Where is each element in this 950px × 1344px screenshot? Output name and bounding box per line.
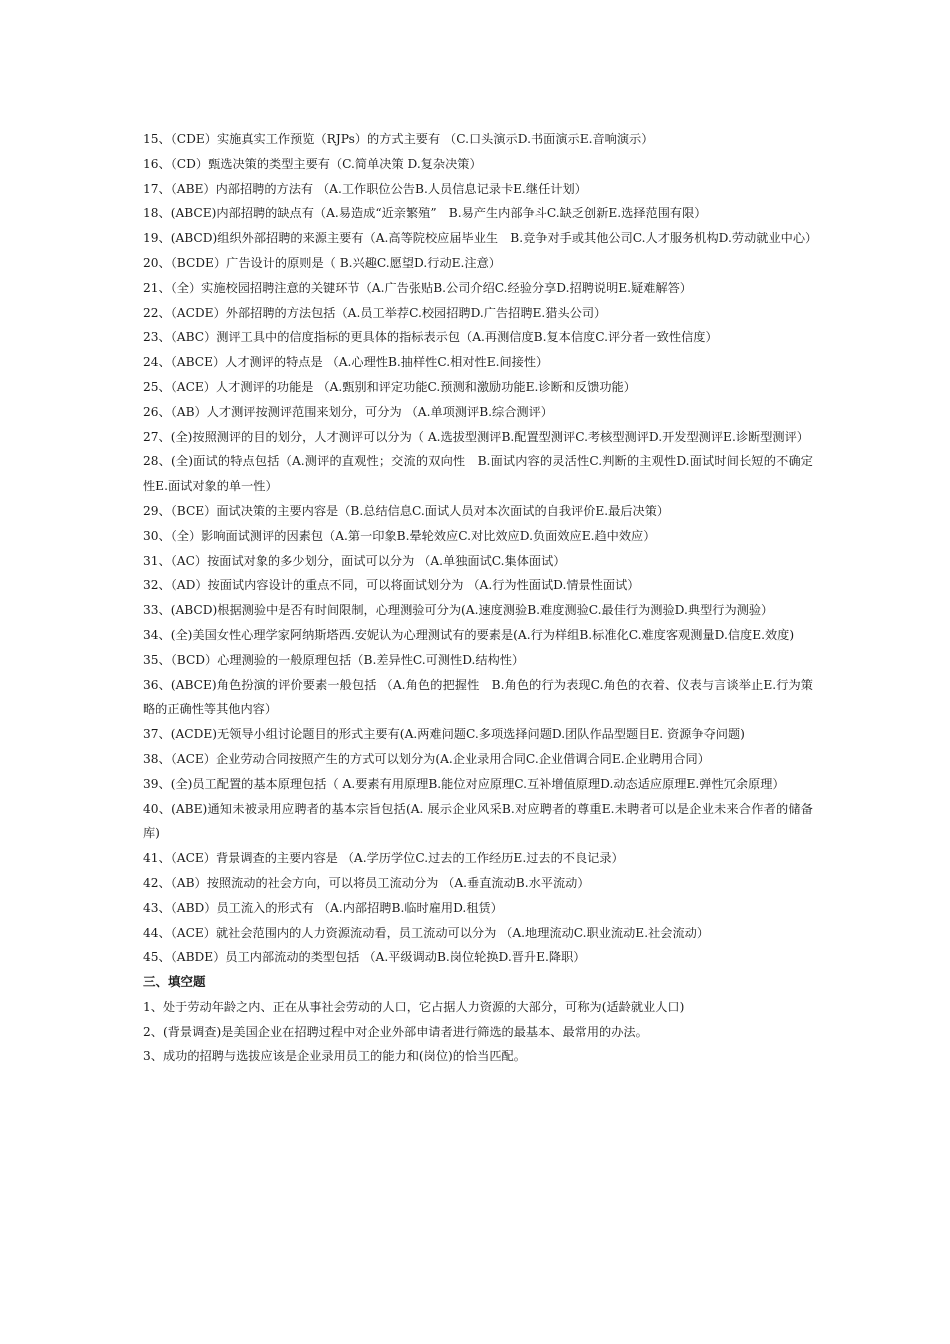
question-19: 19、(ABCD)组织外部招聘的来源主要有（A.高等院校应届毕业生 B.竞争对手或其他公司C.人才服务机构D.劳动就业中心） [143,231,818,246]
question-23: 23、（ABC）测评工具中的信度指标的更具体的指标表示包（A.再测信度B.复本信度C.评分者一致性信度） [143,330,718,345]
section-heading-fill-blank: 三、填空题 [143,974,206,990]
question-35: 35、（BCD）心理测验的一般原理包括（B.差异性C.可测性D.结构性） [143,652,525,667]
question-40: 40、(ABE)通知未被录用应聘者的基本宗旨包括(A. 展示企业风采B.对应聘者的尊重E.未聘者可以是企业未来合作者的储备库) [143,801,813,841]
question-39: 39、(全)员工配置的基本原理包括（ A.要素有用原理B.能位对应原理C.互补增值原理D.动态适应原理E.弹性冗余原理） [143,776,785,791]
question-29: 29、（BCE）面试决策的主要内容是（B.总结信息C.面试人员对本次面试的自我评价E.最后决策） [143,503,670,518]
question-25: 25、（ACE）人才测评的功能是 （A.甄别和评定功能C.预测和激励功能E.诊断和反馈功能） [143,379,636,394]
question-16: 16、（CD）甄选决策的类型主要有（C.简单决策 D.复杂决策） [143,156,482,171]
question-26: 26、（AB）人才测评按测评范围来划分，可分为 （A.单项测评B.综合测评） [143,404,553,419]
question-18: 18、(ABCE)内部招聘的缺点有（A.易造成“近亲繁殖” B.易产生内部争斗C.缺乏创新E.选择范围有限） [143,206,707,221]
fill-blank-3: 3、成功的招聘与选拔应该是企业录用员工的能力和(岗位)的恰当匹配。 [143,1049,526,1064]
question-41: 41、（ACE）背景调查的主要内容是 （A.学历学位C.过去的工作经历E.过去的不良记录） [143,851,624,866]
question-32: 32、（AD）按面试内容设计的重点不同，可以将面试划分为 （A.行为性面试D.情景性面试） [143,578,640,593]
question-37: 37、(ACDE)无领导小组讨论题目的形式主要有(A.两难问题C.多项选择问题D.团队作品型题目E. 资源争夺问题) [143,727,745,742]
question-31: 31、（AC）按面试对象的多少划分，面试可以分为 （A.单独面试C.集体面试） [143,553,566,568]
question-27: 27、(全)按照测评的目的划分，人才测评可以分为（ A.选拔型测评B.配置型测评C.考核型测评D.开发型测评E.诊断型测评） [143,429,809,444]
question-38: 38、（ACE）企业劳动合同按照产生的方式可以划分为(A.企业录用合同C.企业借调合同E.企业聘用合同） [143,751,710,766]
question-21: 21、（全）实施校园招聘注意的关键环节（A.广告张贴B.公司介绍C.经验分享D.招聘说明E.疑难解答） [143,280,692,295]
question-20: 20、（BCDE）广告设计的原则是（ B.兴趣C.愿望D.行动E.注意） [143,255,501,270]
document-page [143,127,818,1069]
question-17: 17、（ABE）内部招聘的方法有 （A.工作职位公告B.人员信息记录卡E.继任计划） [143,181,587,196]
question-24: 24、（ABCE）人才测评的特点是 （A.心理性B.抽样性C.相对性E.间接性） [143,355,549,370]
question-22: 22、（ACDE）外部招聘的方法包括（A.员工举荐C.校园招聘D.广告招聘E.猎头公司） [143,305,607,320]
question-34: 34、(全)美国女性心理学家阿纳斯塔西.安妮认为心理测试有的要素是(A.行为样组B.标准化C.难度客观测量D.信度E.效度) [143,627,795,642]
question-43: 43、（ABD）员工流入的形式有 （A.内部招聘B.临时雇用D.租赁） [143,900,503,915]
question-42: 42、（AB）按照流动的社会方向，可以将员工流动分为 （A.垂直流动B.水平流动） [143,875,590,890]
question-44: 44、（ACE）就社会范围内的人力资源流动看，员工流动可以分为 （A.地理流动C.职业流动E.社会流动） [143,925,710,940]
question-30: 30、（全）影响面试测评的因素包（A.第一印象B.晕轮效应C.对比效应D.负面效应E.趋中效应） [143,528,656,543]
fill-blank-2: 2、(背景调查)是美国企业在招聘过程中对企业外部申请者进行筛选的最基本、最常用的办法。 [143,1024,648,1039]
question-28: 28、(全)面试的特点包括（A.测评的直观性；交流的双向性 B.面试内容的灵活性C.判断的主观性D.面试时间长短的不确定性E.面试对象的单一性） [143,454,813,494]
question-36: 36、(ABCE)角色扮演的评价要素一般包括 （A.角色的把握性 B.角色的行为表现C.角色的衣着、仪表与言谈举止E.行为策略的正确性等其他内容） [143,677,813,717]
question-33: 33、(ABCD)根据测验中是否有时间限制，心理测验可分为(A.速度测验B.难度测验C.最佳行为测验D.典型行为测验） [143,603,774,618]
fill-blank-1: 1、处于劳动年龄之内、正在从事社会劳动的人口，它占据人力资源的大部分，可称为(适龄就业人口) [143,999,685,1014]
question-45: 45、（ABDE）员工内部流动的类型包括 （A.平级调动B.岗位轮换D.晋升E.降职） [143,950,586,965]
question-15: 15、（CDE）实施真实工作预览（RJPs）的方式主要有 （C.口头演示D.书面演示E.音响演示） [143,132,654,146]
